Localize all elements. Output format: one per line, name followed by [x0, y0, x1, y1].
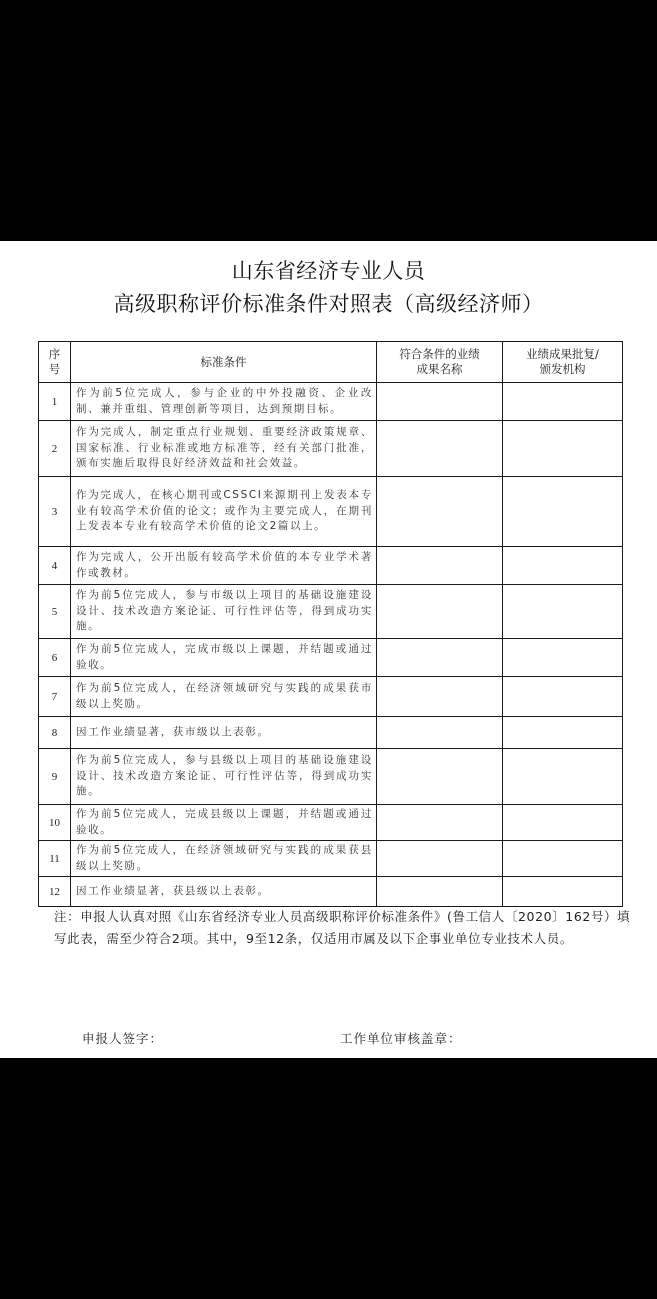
- document-page: [0, 241, 657, 1058]
- approval-agency-cell[interactable]: [503, 421, 623, 477]
- achievement-name-cell[interactable]: [377, 547, 503, 585]
- achievement-name-cell[interactable]: [377, 677, 503, 717]
- approval-agency-cell[interactable]: [503, 749, 623, 805]
- table-row: [39, 717, 623, 749]
- row-criteria: 作为前5位完成人，在经济领域研究与实践的成果获市级以上奖励。: [71, 677, 377, 717]
- row-criteria: 作为前5位完成人，完成县级以上课题，并结题或通过验收。: [71, 805, 377, 841]
- row-number: 7: [39, 677, 71, 717]
- achievement-name-cell[interactable]: [377, 841, 503, 877]
- achievement-name-cell[interactable]: [377, 639, 503, 677]
- row-number: 12: [39, 877, 71, 907]
- table-row: [39, 585, 623, 639]
- approval-agency-cell[interactable]: [503, 717, 623, 749]
- row-criteria: 作为前5位完成人，参与县级以上项目的基础设施建设设计、技术改造方案论证、可行性评估等，得到成功实施。: [71, 749, 377, 805]
- approval-agency-cell[interactable]: [503, 877, 623, 907]
- achievement-name-cell[interactable]: [377, 805, 503, 841]
- table-row: [39, 547, 623, 585]
- header-approval-line-2: 颁发机构: [539, 362, 586, 376]
- table-row: [39, 477, 623, 547]
- table-row: [39, 677, 623, 717]
- row-number: 3: [39, 477, 71, 547]
- achievement-name-cell[interactable]: [377, 585, 503, 639]
- footnote: 注：申报人认真对照《山东省经济专业人员高级职称评价标准条件》(鲁工信人〔2020〕162号）填写此表，需至少符合2项。其中，9至12条，仅适用市属及以下企事业单位专业技术人员。: [54, 909, 631, 946]
- row-criteria: 作为前5位完成人，参与企业的中外投融资、企业改制、兼并重组、管理创新等项目，达到预期目标。: [71, 383, 377, 421]
- approval-agency-cell[interactable]: [503, 841, 623, 877]
- applicant-signature-label: 申报人签字：: [82, 1031, 164, 1046]
- row-criteria: 作为完成人，在核心期刊或CSSCI来源期刊上发表本专业有较高学术价值的论文；或作为主要完成人，在期刊上发表本专业有较高学术价值的论文2篇以上。: [71, 477, 377, 547]
- document-title-line-2: 高级职称评价标准条件对照表（高级经济师）: [113, 292, 544, 316]
- employer-seal-label: 工作单位审核盖章：: [340, 1031, 462, 1046]
- table-row: [39, 383, 623, 421]
- row-criteria: 作为前5位完成人，参与市级以上项目的基础设施建设设计、技术改造方案论证、可行性评估等，得到成功实施。: [71, 585, 377, 639]
- row-number: 10: [39, 805, 71, 841]
- row-criteria: 作为完成人，公开出版有较高学术价值的本专业学术著作或教材。: [71, 547, 377, 585]
- header-seq: [39, 342, 71, 383]
- row-number: 9: [39, 749, 71, 805]
- header-criteria: 标准条件: [71, 342, 377, 383]
- table-header-row: [39, 342, 623, 383]
- table-row: [39, 805, 623, 841]
- header-seq-line-2: 号: [48, 362, 61, 376]
- table-row: [39, 639, 623, 677]
- criteria-table: [38, 341, 623, 907]
- approval-agency-cell[interactable]: [503, 547, 623, 585]
- achievement-name-cell[interactable]: [377, 421, 503, 477]
- achievement-name-cell[interactable]: [377, 383, 503, 421]
- table-row: [39, 841, 623, 877]
- header-seq-line-1: 序: [48, 347, 61, 361]
- header-achievement: [377, 342, 503, 383]
- row-number: 2: [39, 421, 71, 477]
- achievement-name-cell[interactable]: [377, 477, 503, 547]
- row-number: 8: [39, 717, 71, 749]
- row-number: 4: [39, 547, 71, 585]
- table-row: [39, 421, 623, 477]
- row-number: 5: [39, 585, 71, 639]
- approval-agency-cell[interactable]: [503, 585, 623, 639]
- achievement-name-cell[interactable]: [377, 877, 503, 907]
- row-criteria: 作为前5位完成人，完成市级以上课题，并结题或通过验收。: [71, 639, 377, 677]
- approval-agency-cell[interactable]: [503, 677, 623, 717]
- document-title-line-1: 山东省经济专业人员: [231, 259, 426, 283]
- achievement-name-cell[interactable]: [377, 717, 503, 749]
- achievement-name-cell[interactable]: [377, 749, 503, 805]
- row-number: 1: [39, 383, 71, 421]
- row-criteria: 因工作业绩显著，获市级以上表彰。: [71, 717, 377, 749]
- row-number: 11: [39, 841, 71, 877]
- row-criteria: 因工作业绩显著，获县级以上表彰。: [71, 877, 377, 907]
- row-number: 6: [39, 639, 71, 677]
- table-row: [39, 749, 623, 805]
- header-approval-line-1: 业绩成果批复/: [526, 347, 599, 361]
- approval-agency-cell[interactable]: [503, 477, 623, 547]
- approval-agency-cell[interactable]: [503, 805, 623, 841]
- table-row: [39, 877, 623, 907]
- approval-agency-cell[interactable]: [503, 383, 623, 421]
- approval-agency-cell[interactable]: [503, 639, 623, 677]
- header-achievement-line-2: 成果名称: [416, 362, 463, 376]
- row-criteria: 作为完成人，制定重点行业规划、重要经济政策规章、国家标准、行业标准或地方标准等，经有关部门批准，颁布实施后取得良好经济效益和社会效益。: [71, 421, 377, 477]
- row-criteria: 作为前5位完成人，在经济领域研究与实践的成果获县级以上奖励。: [71, 841, 377, 877]
- header-achievement-line-1: 符合条件的业绩: [399, 347, 480, 361]
- header-approval: [503, 342, 623, 383]
